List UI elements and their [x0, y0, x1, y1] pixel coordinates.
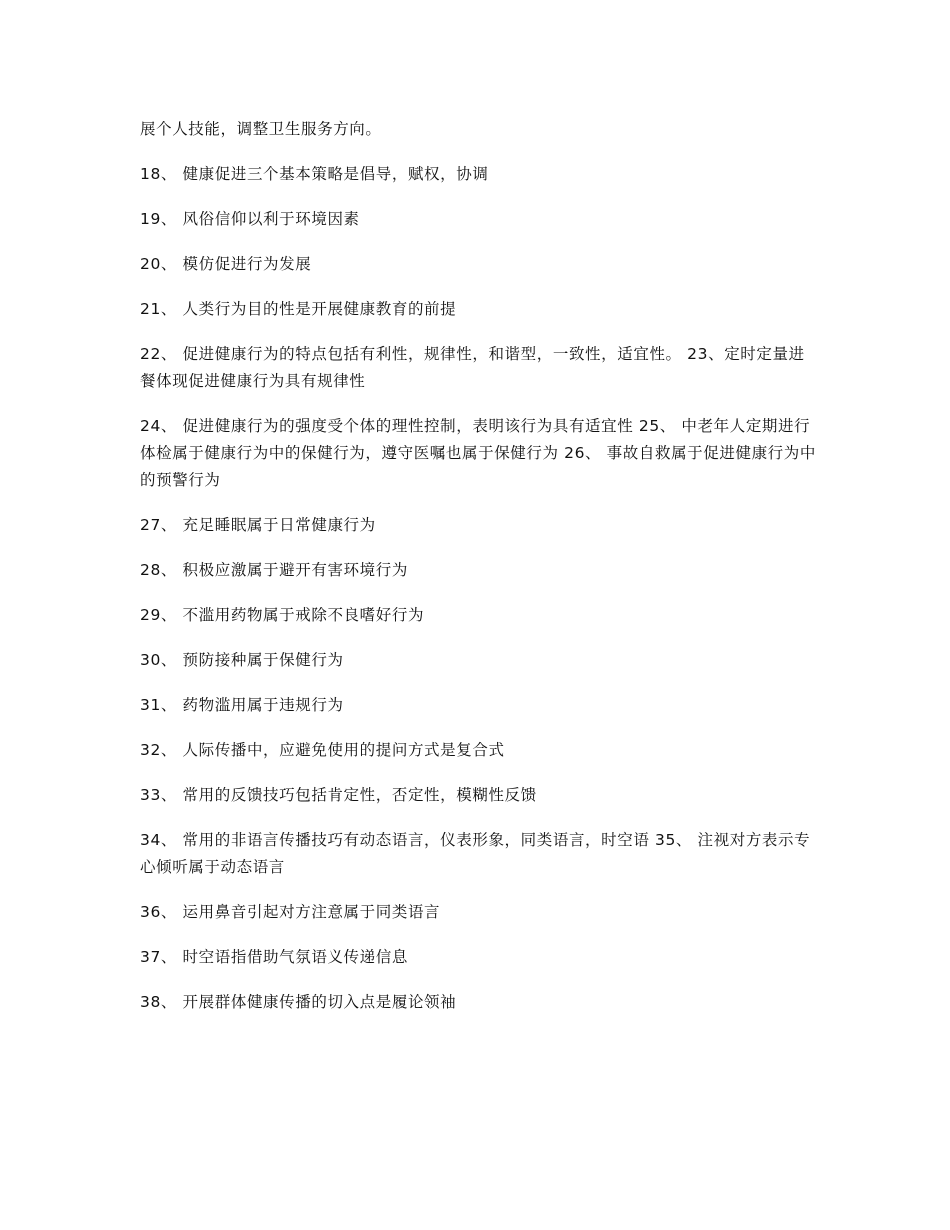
paragraph-item-36: 36、 运用鼻音引起对方注意属于同类语言: [140, 903, 441, 921]
paragraph-item-29: 29、 不滥用药物属于戒除不良嗜好行为: [140, 606, 425, 624]
paragraph-item-24-26: 24、 促进健康行为的强度受个体的理性控制，表明该行为具有适宜性 25、 中老年人定期进行体检属于健康行为中的保健行为，遵守医嘱也属于保健行为 26、 事故自救属于促进健康行为中的预警行为: [140, 417, 816, 489]
paragraph-item-32: 32、 人际传播中，应避免使用的提问方式是复合式: [140, 741, 505, 759]
paragraph-item-38: 38、 开展群体健康传播的切入点是履论领袖: [140, 993, 457, 1011]
paragraph-item-22-23: 22、 促进健康行为的特点包括有利性，规律性，和谐型，一致性，适宜性。 23、定时定量进餐体现促进健康行为具有规律性: [140, 345, 805, 390]
paragraph-continuation: 展个人技能，调整卫生服务方向。: [140, 120, 382, 138]
paragraph-item-27: 27、 充足睡眠属于日常健康行为: [140, 516, 376, 534]
paragraph-item-20: 20、 模仿促进行为发展: [140, 255, 312, 273]
paragraph-item-19: 19、 风俗信仰以利于环境因素: [140, 210, 360, 228]
paragraph-item-30: 30、 预防接种属于保健行为: [140, 651, 344, 669]
paragraph-item-18: 18、 健康促进三个基本策略是倡导，赋权，协调: [140, 165, 489, 183]
paragraph-item-33: 33、 常用的反馈技巧包括肯定性，否定性，模糊性反馈: [140, 786, 537, 804]
paragraph-item-28: 28、 积极应激属于避开有害环境行为: [140, 561, 408, 579]
paragraph-item-31: 31、 药物滥用属于违规行为: [140, 696, 344, 714]
paragraph-item-37: 37、 时空语指借助气氛语义传递信息: [140, 948, 408, 966]
paragraph-item-34-35: 34、 常用的非语言传播技巧有动态语言，仪表形象，同类语言，时空语 35、 注视对方表示专心倾听属于动态语言: [140, 831, 811, 876]
document-body: [140, 116, 820, 1034]
paragraph-item-21: 21、 人类行为目的性是开展健康教育的前提: [140, 300, 457, 318]
